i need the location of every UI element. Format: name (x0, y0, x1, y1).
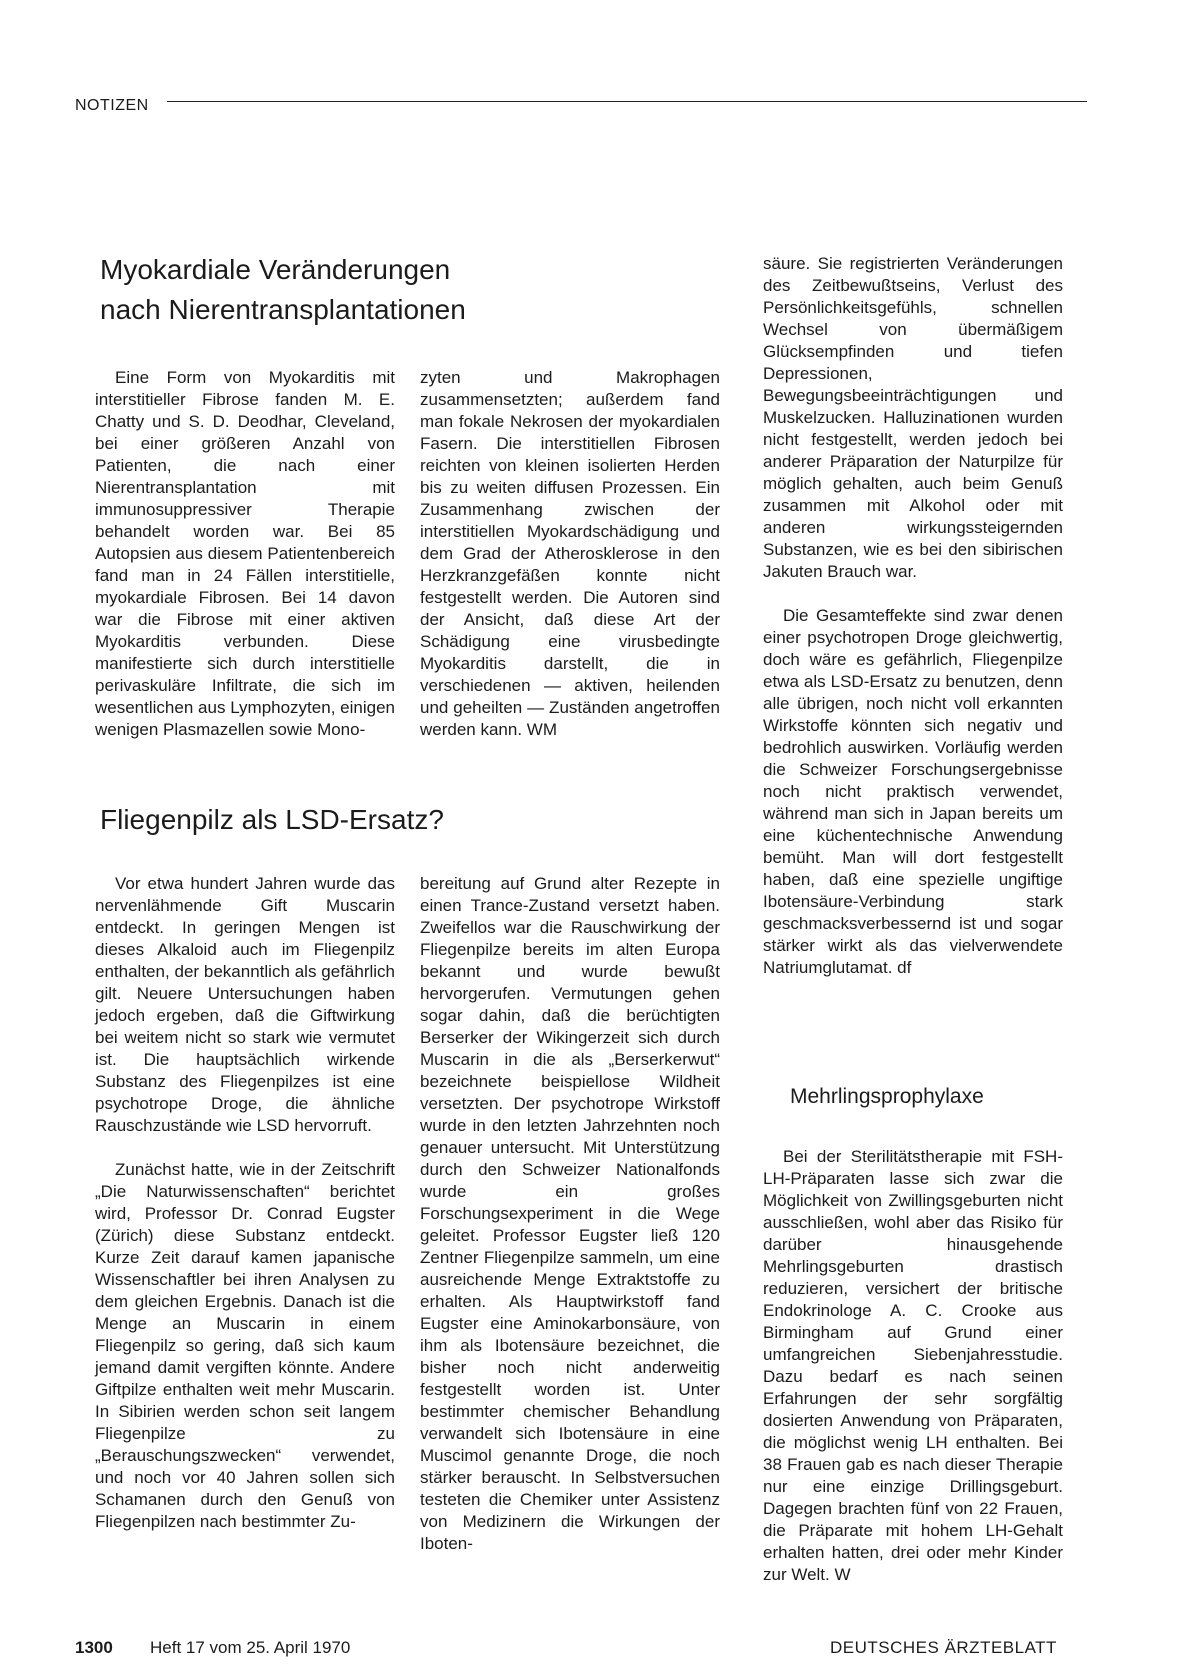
issue-info: Heft 17 vom 25. April 1970 (150, 1638, 351, 1657)
title-line-2: nach Nierentransplantationen (100, 294, 466, 325)
section-label: NOTIZEN (75, 97, 149, 114)
myokard-column-1 (95, 367, 395, 741)
fliegenpilz-column-3 (763, 253, 1063, 979)
page-number: 1300 (75, 1638, 113, 1657)
paragraph: säure. Sie registrierten Veränderungen des Zeitbewußtseins, Verlust des Persönlichkeitsgefühls, schnellen Wechsel von übermäßigem Glücksempfinden und tiefen Depressionen, Bewegungsbeeinträchtigungen und Muskelzucken. Halluzinationen wurden nicht festgestellt, werden jedoch bei anderer Präparation der Naturpilze für möglich gehalten, auch beim Genuß zusammen mit Alkohol oder mit anderen wirkungssteigernden Substanzen, wie es bei den sibirischen Jakuten Brauch war. (763, 254, 1063, 581)
article-title-myokard (100, 250, 660, 330)
myokard-column-2 (420, 367, 720, 741)
paragraph: Eine Form von Myokarditis mit interstitieller Fibrose fanden M. E. Chatty und S. D. Deodhar, Cleveland, bei einer größeren Anzahl von Patienten, die nach einer Nierentransplantation mit immunosuppressiver Therapie behandelt worden war. Bei 85 Autopsien aus diesem Patientenbereich fand man in 24 Fällen interstitielle, myokardiale Fibrosen. Bei 14 davon war die Fibrose mit einer aktiven Myokarditis verbunden. Diese manifestierte sich durch interstitielle perivaskuläre Infiltrate, die sich im wesentlichen aus Lymphozyten, einigen wenigen Plasmazellen sowie Mono- (95, 368, 395, 739)
fliegenpilz-column-2 (420, 873, 720, 1555)
article-title-fliegenpilz: Fliegenpilz als LSD-Ersatz? (100, 804, 444, 835)
paragraph: bereitung auf Grund alter Rezepte in einen Trance-Zustand versetzt haben. Zweifellos war die Rauschwirkung der Fliegenpilze bereits im alten Europa bekannt und wurde bewußt hervorgerufen. Vermutungen gehen sogar dahin, daß die berüchtigten Berserker der Wikingerzeit sich durch Muscarin in die als „Berserkerwut“ bezeichnete beispiellose Wildheit versetzten. Der psychotrope Wirkstoff wurde in den letzten Jahrzehnten noch genauer untersucht. Mit Unterstützung durch den Schweizer Nationalfonds wurde ein großes Forschungsexperiment in die Wege geleitet. Professor Eugster ließ 120 Zentner Fliegenpilze sammeln, um eine ausreichende Menge Extraktstoffe zu erhalten. Als Hauptwirkstoff fand Eugster eine Aminokarbonsäure, von ihm als Ibotensäure bezeichnet, die bisher noch nicht anderweitig festgestellt worden ist. Unter bestimmter chemischer Behandlung verwandelt sich Ibotensäure in eine Muscimol genannte Droge, die noch stärker berauscht. In Selbstversuchen testeten die Chemiker unter Assistenz von Medizinern die Wirkungen der Iboten- (420, 874, 720, 1553)
paragraph: Die Gesamteffekte sind zwar denen einer psychotropen Droge gleichwertig, doch wäre es gefährlich, Fliegenpilze etwa als LSD-Ersatz zu benutzen, denn alle übrigen, noch nicht voll erkannten Wirkstoffe könnten sich negativ und bedrohlich auswirken. Vorläufig werden die Schweizer Forschungsergebnisse noch nicht praktisch verwendet, während man sich in Japan bereits um eine küchentechnische Anwendung bemüht. Man will dort festgestellt haben, daß eine spezielle ungiftige Ibotensäure-Verbindung stark geschmacksverbessernd ist und sogar stärker wirkt als das vielverwendete Natriumglutamat. df (763, 606, 1063, 977)
article-title-mehrling: Mehrlingsprophylaxe (790, 1085, 984, 1108)
header-rule (167, 101, 1087, 102)
title-line-1: Myokardiale Veränderungen (100, 254, 451, 285)
journal-name: DEUTSCHES ÄRZTEBLATT (830, 1638, 1057, 1657)
paragraph: Zunächst hatte, wie in der Zeitschrift „Die Naturwissenschaften“ berichtet wird, Professor Dr. Conrad Eugster (Zürich) diese Substanz entdeckt. Kurze Zeit darauf kamen japanische Wissenschaftler bei ihren Analysen zu dem gleichen Ergebnis. Danach ist die Menge an Muscarin in einem Fliegenpilz so gering, daß sich kaum jemand damit vergiften könnte. Andere Giftpilze enthalten weit mehr Muscarin. In Sibirien werden schon seit langem Fliegenpilze zu „Berauschungszwecken“ verwendet, und noch vor 40 Jahren sollen sich Schamanen durch den Genuß von Fliegenpilzen nach bestimmter Zu- (95, 1160, 395, 1531)
mehrling-column (763, 1146, 1063, 1586)
paragraph: zyten und Makrophagen zusammensetzten; außerdem fand man fokale Nekrosen der myokardialen Fasern. Die interstitiellen Fibrosen reichten von kleinen isolierten Herden bis zu weiten diffusen Prozessen. Ein Zusammenhang zwischen der interstitiellen Myokardschädigung und dem Grad der Atherosklerose in den Herzkranzgefäßen konnte nicht festgestellt werden. Die Autoren sind der Ansicht, daß diese Art der Schädigung eine virusbedingte Myokarditis darstellt, die in verschiedenen — aktiven, heilenden und geheilten — Zuständen angetroffen werden kann. WM (420, 368, 720, 739)
paragraph: Bei der Sterilitätstherapie mit FSH-LH-Präparaten lasse sich zwar die Möglichkeit von Zwillingsgeburten nicht ausschließen, wohl aber das Risiko für darüber hinausgehende Mehrlingsgeburten drastisch reduzieren, versichert der britische Endokrinologe A. C. Crooke aus Birmingham auf Grund einer umfangreichen Siebenjahresstudie. Dazu bedarf es nach seinen Erfahrungen der sehr sorgfältig dosierten Anwendung von Präparaten, die möglichst wenig LH enthalten. Bei 38 Frauen gab es nach dieser Therapie nur eine einzige Drillingsgeburt. Dagegen brachten fünf von 22 Frauen, die Präparate mit hohem LH-Gehalt erhalten hatten, drei oder mehr Kinder zur Welt. W (763, 1147, 1063, 1584)
paragraph: Vor etwa hundert Jahren wurde das nervenlähmende Gift Muscarin entdeckt. In geringen Mengen ist dieses Alkaloid auch im Fliegenpilz enthalten, der bekanntlich als gefährlich gilt. Neuere Untersuchungen haben jedoch ergeben, daß die Giftwirkung bei weitem nicht so stark wie vermutet ist. Die hauptsächlich wirkende Substanz des Fliegenpilzes ist eine psychotrope Droge, die ähnliche Rauschzustände wie LSD hervorruft. (95, 874, 395, 1135)
fliegenpilz-column-1 (95, 873, 395, 1533)
